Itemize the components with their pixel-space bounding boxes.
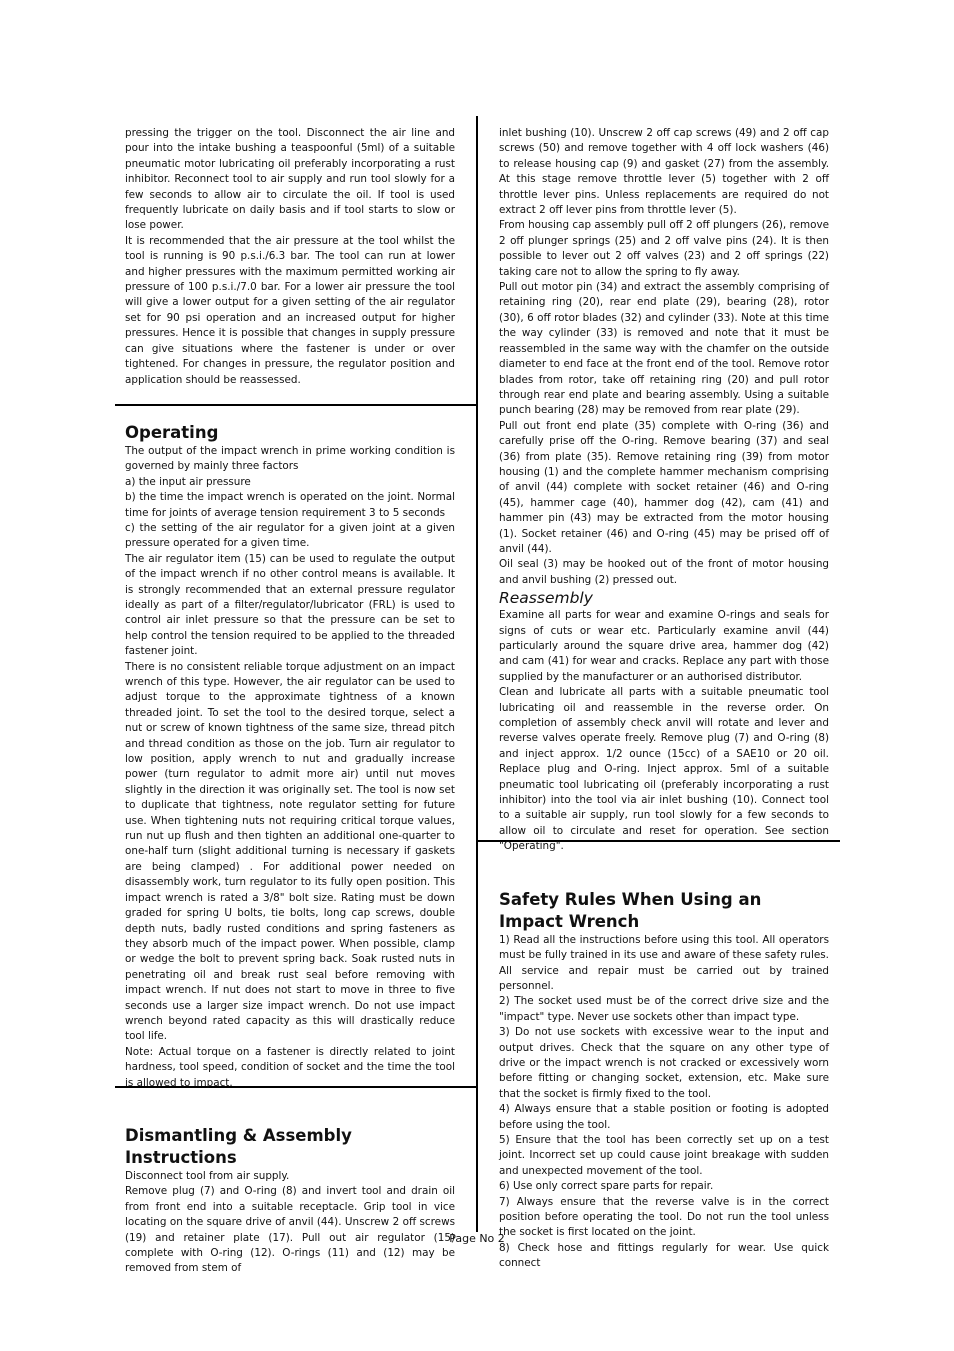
operating-paragraph: c) the setting of the air regulator for a given joint at a given pressure operated for a given time. [125, 521, 455, 550]
operating-paragraph: b) the time the impact wrench is operated on the joint. Normal time for joints of average tension requirement 3 to 5 seconds [125, 491, 455, 519]
dismantling-section [125, 1125, 455, 1277]
page-number: Page No 2 [449, 1232, 505, 1245]
right-column [499, 126, 829, 1272]
safety-paragraph: 6) Use only correct spare parts for repair. [499, 1180, 714, 1193]
operating-paragraph: There is no consistent reliable torque adjustment on an impact wrench of this type. However, the air regulator can be used to adjust torque to the approximate tightness of a known threaded joint. To set the tool to the desired torque, select a nut or screw of known tightness of the same size, thread pitch and thread condition as those on the job. Turn air regulator to low position, apply wrench to nut and gradually increase power (turn regulator to admit more air) until nut moves slightly in the direction it was originally set. The tool is now set to duplicate that tightness, note regulator setting for future use. When tightening nuts not requiring critical torque values, run nut up flush and then tighten an additional one-quarter to one-half turn (slight additional turning is necessary if gaskets are being clamped) . For additional power needed on disassembly work, turn regulator to its fully open position. This impact wrench is rated a 3/8" bolt size. Rating must be down graded for spring U bolts, tie bolts, long cap screws, double depth nuts, badly rusted conditions and spring fasteners as they absorb much of the impact power. When possible, clamp or wedge the bolt to prevent spring back. Soak rusted nuts in penetrating oil and break rust seal before removing with impact wrench. If nut does not start to move in three to five seconds use a larger size impact wrench. Do not use impact wrench beyond rated capacity as this will drastically reduce tool life. [125, 660, 455, 1043]
spacer [125, 1091, 455, 1125]
dismantling-paragraph: Remove plug (7) and O-ring (8) and invert tool and drain oil from front end into a suitable receptacle. Grip tool in vice locating on the square drive of anvil (44). Unscrew 2 off screws (19) and retainer plate (17). Pull out air regulator (15) complete with O-ring (12). O-rings (11) and (12) may be removed from stem of [125, 1185, 455, 1275]
operating-paragraph: Note: Actual torque on a fastener is directly related to joint hardness, tool speed, condition of socket and the time the tool is allowed to impact. [125, 1045, 455, 1089]
safety-section [499, 889, 829, 1272]
safety-paragraph: 1) Read all the instructions before using this tool. All operators must be fully trained in its use and aware of these safety rules. All service and repair must be carried out by trained personnel. [499, 933, 829, 992]
dismantling-continued-paragraph: Pull out motor pin (34) and extract the assembly comprising of retaining ring (20), rear end plate (29), bearing (28), rotor (30), 6 off rotor blades (32) and cylinder (33). Note at this time the way cylinder (33) is removed and note that it must be reassembled in the same way with the chamfer on the outside diameter to end face at the front end of the tool. Remove rotor blades from rotor, take off retaining ring (20) and pull rotor through rear end plate and bearing assembly. Using a suitable punch bearing (28) may be removed from rear plate (29). [499, 281, 829, 417]
intro-paragraph: It is recommended that the air pressure at the tool whilst the tool is running is 90 p.s.i./6.3 bar. The tool can run at lower and higher pressures with the maximum permitted working air pressure of 100 p.s.i./7.0 bar. For a lower air pressure the tool will give a lower output for a given setting of the air regulator set for 90 psi operation and an increased output for higher pressures. Hence it is possible that changes in supply pressure can give situations where the fastener is under or over tightened. For changes in pressure, the regulator position and application should be reassessed. [125, 234, 455, 386]
safety-heading: Safety Rules When Using an Impact Wrench [499, 889, 762, 931]
dismantling-continued-paragraph: Oil seal (3) may be hooked out of the front of motor housing and anvil bushing (2) pressed out. [499, 558, 829, 586]
safety-paragraph: 7) Always ensure that the reverse valve is in the correct position before operating the tool. Do not run the tool unless the socket is first located on the joint. [499, 1195, 829, 1239]
dismantling-continued-paragraph: inlet bushing (10). Unscrew 2 off cap screws (49) and 2 off cap screws (50) and remove together with 4 off lock washers (46) to release housing cap (9) and gasket (27) from the assembly. At this stage remove throttle lever (5) together with 2 off throttle lever pins. Unless replacements are required do not extract 2 off lever pins from throttle lever (5). [499, 127, 829, 217]
safety-paragraph: 3) Do not use sockets with excessive wear to the input and output drives. Check that the square on any other type of drive or the impact wrench is not cracked or excessively worn before fitting or changing socket, extension, etc. Make sure that the socket is firmly fixed to the tool. [499, 1026, 829, 1100]
safety-paragraph: 5) Ensure that the tool has been correctly set up on a test joint. Incorrect set up could cause joint breakage with sudden and unexpected movement of the tool. [499, 1133, 829, 1177]
left-column [125, 126, 455, 1277]
intro-paragraph: pressing the trigger on the tool. Disconnect the air line and pour into the intake bushing a teaspoonful (5ml) of a suitable pneumatic motor lubricating oil preferably incorporating a rust inhibitor. Reconnect tool to air supply and run tool slowly for a few seconds to allow air to circulate the oil. If tool is used frequently lubricate on daily basis and if tool starts to slow or lose power. [125, 127, 455, 232]
spacer [499, 855, 829, 889]
operating-paragraph: The air regulator item (15) can be used to regulate the output of the impact wrench if no other control means is available. It is strongly recommended that an external pressure regulator ideally as part of a filter/regulator/lubricator (FRL) is used to control air inlet pressure so that the pressure can be set to help control the tension required to be applied to the threaded fastener joint. [125, 552, 455, 658]
safety-paragraph: 4) Always ensure that a stable position or footing is adopted before using the tool. [499, 1103, 829, 1131]
safety-paragraph: 2) The socket used must be of the correct drive size and the "impact" type. Never use sockets other than impact type. [499, 995, 829, 1023]
safety-paragraph: 8) Check hose and fittings regularly for wear. Use quick connect [499, 1241, 829, 1270]
reassembly-paragraph: Clean and lubricate all parts with a suitable pneumatic tool lubricating oil and reassemble in the reverse order. On completion of assembly check anvil will rotate and lever and reverse valves operate freely. Remove plug (7) and O-ring (8) and inject approx. 1/2 ounce (15cc) of a SAE10 or 20 oil. Replace plug and O-ring. Inject approx. 5ml of a suitable pneumatic tool lubricating oil (preferably incorporating a rust inhibitor) into the tool via air inlet bushing (10). Connect tool to a suitable air supply, run tool slowly for a few seconds to allow oil to circulate and reset for operation. See section "Operating". [499, 686, 829, 853]
operating-section [125, 422, 455, 1091]
column-divider [476, 116, 478, 1232]
spacer [125, 388, 455, 422]
operating-paragraph: a) the input air pressure [125, 475, 251, 488]
reassembly-heading: Reassembly [499, 589, 593, 608]
reassembly-paragraph: Examine all parts for wear and examine O-rings and seals for signs of cuts or wear etc. Particularly examine anvil (44) particularly around the square drive area, hammer dog (42) and cam (41) for wear and cracks. Replace any part with those supplied by the manufacturer or an authorised distributor. [499, 609, 829, 683]
dismantling-continued-paragraph: Pull out front end plate (35) complete with O-ring (36) and carefully prise off the O-ring. Remove bearing (37) and seal (36) from plate (35). Remove retaining ring (39) from motor housing (1) and the complete hammer mechanism comprising of anvil (44) complete with socket retainer (46) and O-ring (45), hammer cage (40), hammer dog (42), cam (41) and hammer pin (43) may be extracted from the motor housing (1). Socket retainer (46) and O-ring (45) may be prised off of anvil (44). [499, 419, 829, 555]
dismantling-heading: Dismantling & Assembly Instructions [125, 1125, 352, 1167]
dismantling-continued-paragraph: From housing cap assembly pull off 2 off plungers (26), remove 2 off plunger springs (25) and 2 off valve pins (24). It is then possible to lever out 2 off valves (23) and 2 off springs (22) taking care not to allow the spring to fly away. [499, 219, 829, 278]
operating-heading: Operating [125, 422, 219, 442]
reassembly-section [499, 588, 829, 855]
operating-paragraph: The output of the impact wrench in prime working condition is governed by mainly three factors [125, 444, 455, 473]
dismantling-paragraph: Disconnect tool from air supply. [125, 1169, 290, 1182]
